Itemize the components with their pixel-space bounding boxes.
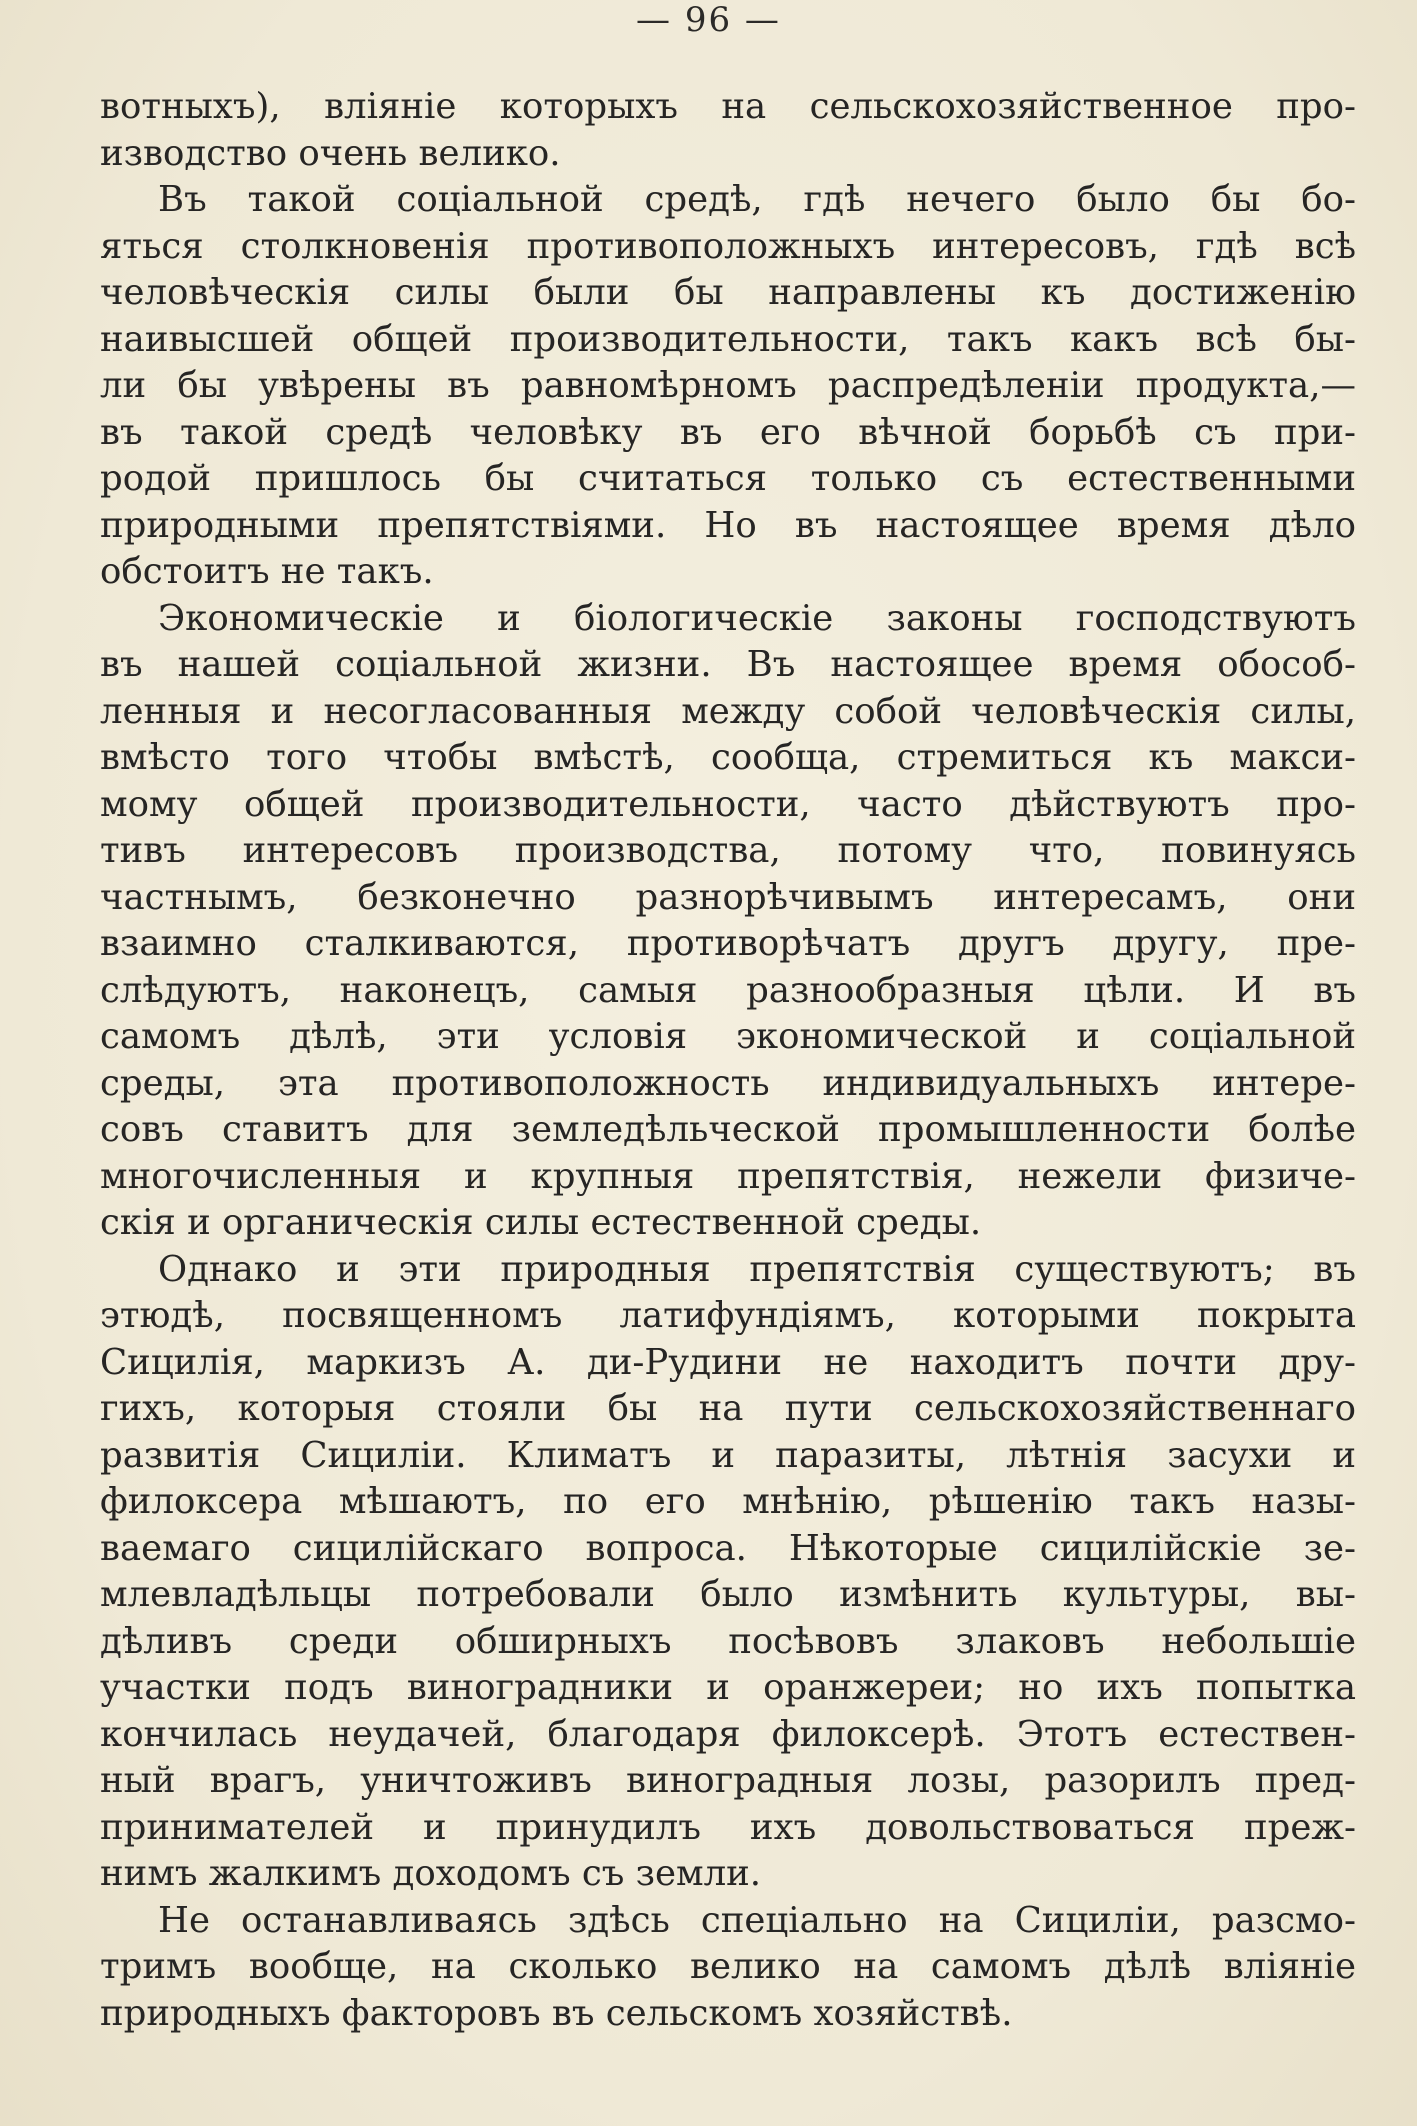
text-line: Экономическіе и біологическіе законы господствуютъ: [158, 597, 1356, 639]
text-line: ли бы увѣрены въ равномѣрномъ распредѣленіи продукта,—: [100, 365, 1356, 406]
text-line: нимъ жалкимъ доходомъ съ земли.: [100, 1853, 762, 1894]
text-line: самомъ дѣлѣ, эти условія экономической и соціальной: [100, 1016, 1356, 1057]
text-line: въ такой средѣ человѣку въ его вѣчной борьбѣ съ при-: [100, 411, 1356, 453]
text-line: Сицилія, маркизъ А. ди-Рудини не находитъ почти дру-: [100, 1341, 1356, 1383]
text-line: развитія Сициліи. Климатъ и паразиты, лѣтнія засухи и: [100, 1434, 1356, 1476]
text-line: изводство очень велико.: [100, 132, 561, 174]
text-line: тивъ интересовъ производства, потому что, повинуясь: [100, 830, 1356, 871]
text-line: филоксера мѣшаютъ, по его мнѣнію, рѣшенію такъ назы-: [100, 1481, 1356, 1522]
text-line: наивысшей общей производительности, такъ какъ всѣ бы-: [100, 318, 1356, 360]
text-line: вмѣсто того чтобы вмѣстѣ, сообща, стремиться къ макси-: [100, 737, 1356, 778]
text-line: Въ такой соціальной средѣ, гдѣ нечего было бы бо-: [158, 179, 1356, 220]
text-line: участки подъ виноградники и оранжереи; но ихъ попытка: [100, 1667, 1356, 1708]
text-line: скія и органическія силы естественной среды.: [100, 1202, 982, 1243]
text-line: яться столкновенія противоположныхъ интересовъ, гдѣ всѣ: [100, 225, 1356, 267]
text-line: родой пришлось бы считаться только съ естественными: [100, 458, 1356, 499]
text-line: среды, эта противоположность индивидуальныхъ интере-: [100, 1062, 1356, 1104]
text-line: кончилась неудачей, благодаря филоксерѣ. Этотъ естествен-: [100, 1713, 1356, 1755]
text-line: мому общей производительности, часто дѣйствуютъ про-: [100, 783, 1356, 825]
text-line: принимателей и принудилъ ихъ довольствоваться преж-: [100, 1806, 1356, 1848]
text-line: многочисленныя и крупныя препятствія, нежели физиче-: [100, 1155, 1356, 1197]
text-line: человѣческія силы были бы направлены къ достиженію: [100, 272, 1356, 313]
text-line: млевладѣльцы потребовали было измѣнить культуры, вы-: [100, 1574, 1356, 1615]
text-line: въ нашей соціальной жизни. Въ настоящее время обособ-: [100, 644, 1356, 685]
text-line: природными препятствіями. Но въ настоящее время дѣло: [100, 504, 1356, 546]
text-line: этюдѣ, посвященномъ латифундіямъ, которыми покрыта: [100, 1295, 1356, 1336]
text-line: вотныхъ), вліяніе которыхъ на сельскохозяйственное про-: [100, 86, 1356, 127]
text-line: взаимно сталкиваются, противорѣчатъ другъ другу, пре-: [100, 923, 1356, 964]
text-line: ный врагъ, уничтоживъ виноградныя лозы, разорилъ пред-: [100, 1760, 1356, 1801]
text-line: обстоитъ не такъ.: [100, 551, 434, 592]
text-line: совъ ставитъ для земледѣльческой промышленности болѣе: [100, 1109, 1356, 1150]
text-line: тримъ вообще, на сколько велико на самомъ дѣлѣ вліяніе: [100, 1946, 1356, 1987]
text-line: Однако и эти природныя препятствія существуютъ; въ: [158, 1248, 1356, 1290]
page-number: — 96 —: [636, 0, 781, 40]
text-line: ленныя и несогласованныя между собой человѣческія силы,: [100, 690, 1356, 732]
text-line: дѣливъ среди обширныхъ посѣвовъ злаковъ небольшіе: [100, 1620, 1356, 1662]
text-line: природныхъ факторовъ въ сельскомъ хозяйствѣ.: [100, 1992, 1013, 2034]
text-line: слѣдуютъ, наконецъ, самыя разнообразныя цѣли. И въ: [100, 969, 1356, 1011]
text-line: ваемаго сицилійскаго вопроса. Нѣкоторые сицилійскіе зе-: [100, 1527, 1356, 1569]
text-line: Не останавливаясь здѣсь спеціально на Сициліи, разсмо-: [158, 1899, 1356, 1941]
text-line: частнымъ, безконечно разнорѣчивымъ интересамъ, они: [100, 876, 1356, 918]
body-text: [100, 84, 1356, 2037]
text-line: гихъ, которыя стояли бы на пути сельскохозяйственнаго: [100, 1388, 1356, 1429]
